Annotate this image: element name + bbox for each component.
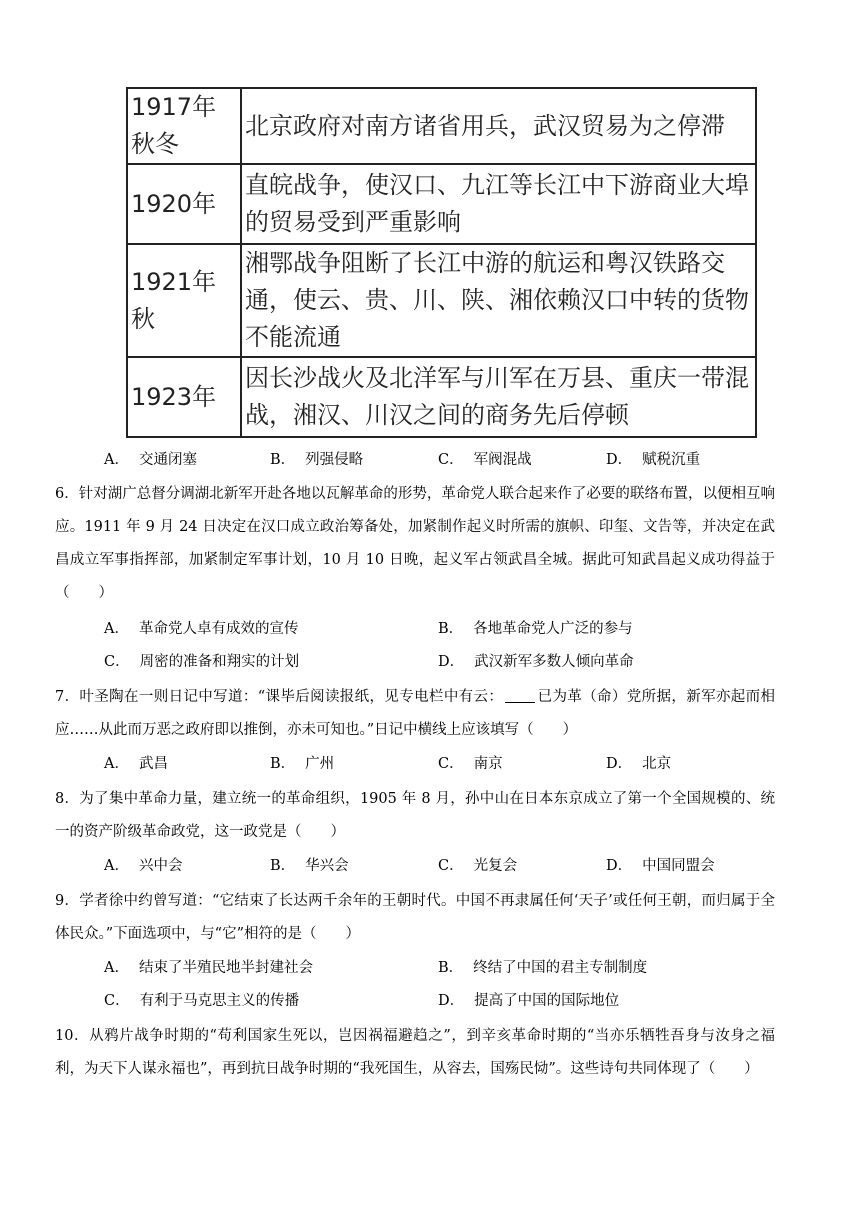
table-cell-year: 1920年 [127, 164, 241, 244]
q9-options-row2 [104, 989, 764, 1013]
option-c[interactable]: C． 有利于马克思主义的传播 [104, 993, 300, 1009]
option-b[interactable]: B． 终结了中国的君主专制制度 [438, 960, 648, 976]
question-text: 10．从鸦片战争时期的“苟利国家生死以，岂因祸福避趋之”，到辛亥革命时期的“当亦乐牺牲吾身与汝身之福利，为天下人谋永福也”，再到抗日战争时期的“我死国生，从容去，国殇民恸”。这些诗句共同体现了（ ） [55, 1028, 775, 1077]
option-c[interactable]: C． 军阀混战 [438, 452, 532, 468]
table-cell-year: 1917年秋冬 [127, 88, 241, 164]
q8-options [104, 854, 764, 878]
option-a[interactable]: A． 革命党人卓有成效的宣传 [104, 621, 299, 637]
question-7 [55, 681, 775, 747]
question-6 [55, 478, 775, 610]
table-cell-event: 湘鄂战争阻断了长江中游的航运和粤汉铁路交通，使云、贵、川、陕、湘依赖汉口中转的货物不能流通 [241, 244, 756, 357]
option-d[interactable]: D． 提高了中国的国际地位 [438, 993, 620, 1009]
table-row [127, 357, 756, 437]
option-a[interactable]: A． 结束了半殖民地半封建社会 [104, 960, 313, 976]
table-cell-event: 直皖战争，使汉口、九江等长江中下游商业大埠的贸易受到严重影响 [241, 164, 756, 244]
q6-options-row2 [104, 650, 764, 674]
option-c[interactable]: C． 南京 [438, 756, 503, 772]
question-text: 9．学者徐中约曾写道：“它结束了长达两千余年的王朝时代。中国不再隶属任何‘天子’或任何王朝，而归属于全体民众。”下面选项中，与“它”相符的是（ ） [55, 893, 775, 942]
question-10 [55, 1020, 775, 1086]
question-text: 6．针对湖广总督分调湖北新军开赴各地以瓦解革命的形势，革命党人联合起来作了必要的联络布置，以便相互响应。1911 年 9 月 24 日决定在汉口成立政治筹备处，加紧制作起义时所需的旗帜、印玺、文告等，并决定在武昌成立军事指挥部，加紧制定军事计划，10 月 10 日晚，起义军占领武昌全城。据此可知武昌起义成功得益于（ ） [55, 486, 775, 601]
option-d[interactable]: D． 北京 [606, 756, 672, 772]
option-b[interactable]: B． 华兴会 [270, 858, 349, 874]
events-table [126, 87, 757, 438]
option-d[interactable]: D． 中国同盟会 [606, 858, 715, 874]
question-text: 8．为了集中革命力量，建立统一的革命组织，1905 年 8 月，孙中山在日本东京成立了第一个全国规模的、统一的资产阶级革命政党，这一政党是（ ） [55, 791, 775, 840]
option-a[interactable]: A． 交通闭塞 [104, 452, 197, 468]
question-text: 7．叶圣陶在一则日记中写道：“课毕后阅读报纸，见专电栏中有云： 已为革（命）党所据，新军亦起而相应……从此而万恶之政府即以推倒，亦未可知也。”日记中横线上应该填写（ ） [55, 681, 775, 747]
table-row [127, 88, 756, 164]
option-d[interactable]: D． 赋税沉重 [606, 452, 701, 468]
table-row [127, 164, 756, 244]
table-cell-event: 北京政府对南方诸省用兵，武汉贸易为之停滞 [241, 88, 756, 164]
q6-options-row1 [104, 617, 764, 641]
q5-options [104, 448, 764, 472]
option-b[interactable]: B． 列强侵略 [270, 452, 364, 468]
option-a[interactable]: A． 兴中会 [104, 858, 183, 874]
question-8 [55, 783, 775, 849]
option-a[interactable]: A． 武昌 [104, 756, 168, 772]
option-b[interactable]: B． 广州 [270, 756, 335, 772]
fill-blank [505, 686, 535, 703]
q9-options-row1 [104, 956, 764, 980]
table-cell-year: 1923年 [127, 357, 241, 437]
option-b[interactable]: B． 各地革命党人广泛的参与 [438, 621, 633, 637]
question-9 [55, 885, 775, 951]
option-d[interactable]: D． 武汉新军多数人倾向革命 [438, 654, 634, 670]
option-c[interactable]: C． 周密的准备和翔实的计划 [104, 654, 300, 670]
table-cell-year: 1921年秋 [127, 244, 241, 357]
table-cell-event: 因长沙战火及北洋军与川军在万县、重庆一带混战，湘汉、川汉之间的商务先后停顿 [241, 357, 756, 437]
table-row [127, 244, 756, 357]
option-c[interactable]: C． 光复会 [438, 858, 518, 874]
q7-options [104, 752, 764, 776]
